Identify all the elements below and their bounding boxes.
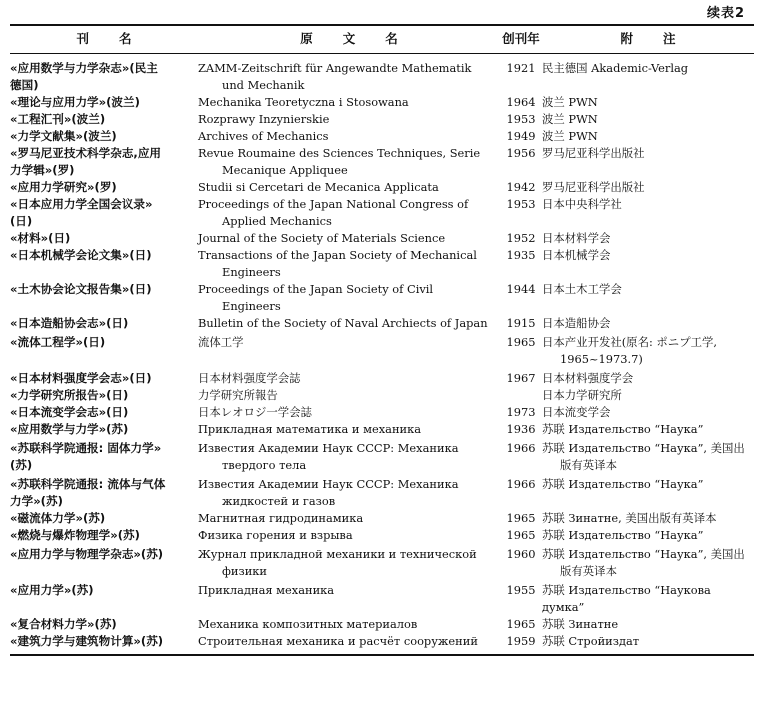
notes-cell (542, 111, 754, 128)
notes-cell-line: 波兰 PWN (542, 95, 598, 109)
original-name-cell-line: твердого тела (222, 458, 307, 472)
original-name-cell (198, 247, 500, 281)
journal-table (10, 24, 754, 656)
notes-cell (542, 421, 754, 438)
original-name-cell-line: Прикладная механика (198, 583, 335, 597)
original-name-cell-line: Journal of the Society of Materials Science (198, 231, 446, 245)
original-name-cell (198, 332, 500, 368)
journal-name-cell (10, 111, 198, 128)
original-name-cell (198, 544, 500, 580)
table-row (10, 544, 754, 580)
founded-year-cell: 1952 (506, 231, 536, 245)
notes-cell (542, 230, 754, 247)
notes-cell (542, 544, 754, 580)
journal-name-cell (10, 368, 198, 387)
notes-cell (542, 387, 754, 404)
original-name-cell (198, 616, 500, 633)
journal-name-cell-line: «土木协会论文报告集»(日) (10, 282, 152, 296)
original-name-cell (198, 196, 500, 230)
founded-year-cell: 1935 (506, 248, 536, 262)
continued-table-label: 续表2 (706, 6, 745, 21)
journal-name-cell-line: (日) (10, 214, 33, 228)
notes-cell-line: 日本流变学会 (542, 405, 611, 419)
notes-cell-line: 1965~1973.7) (560, 352, 643, 366)
journal-name-cell-line: 力学辑»(罗) (10, 163, 75, 177)
original-name-cell (198, 438, 500, 474)
journal-name-cell-line: «建筑力学与建筑物计算»(苏) (10, 634, 164, 648)
notes-cell (542, 332, 754, 368)
table-row (10, 145, 754, 179)
notes-cell-line: 苏联 Издательство “Наука” (542, 422, 704, 436)
table-row (10, 128, 754, 145)
header-founded-year: 创刊年 (500, 25, 542, 54)
original-name-cell-line: Журнал прикладной механики и технической (198, 547, 477, 561)
original-name-cell-line: Известия Академии Наук СССР: Механика (198, 477, 459, 491)
table-row (10, 111, 754, 128)
original-name-cell-line: Applied Mechanics (222, 214, 332, 228)
founded-year-cell: 1967 (506, 371, 536, 385)
journal-name-cell-line: «日本流变学会志»(日) (10, 405, 129, 419)
journal-name-cell-line: «应用力学研究»(罗) (10, 180, 117, 194)
founded-year-cell: 1965 (506, 528, 536, 542)
notes-cell-line: 波兰 PWN (542, 112, 598, 126)
journal-name-cell (10, 128, 198, 145)
original-name-cell-line: Engineers (222, 299, 281, 313)
table-row (10, 315, 754, 332)
journal-name-cell (10, 633, 198, 655)
founded-year-cell: 1959 (500, 633, 542, 655)
original-name-cell (198, 179, 500, 196)
founded-year-cell: 1921 (506, 61, 536, 75)
journal-name-cell-line: «日本机械学会论文集»(日) (10, 248, 152, 262)
notes-cell (542, 404, 754, 421)
founded-year-cell: 1964 (506, 95, 536, 109)
notes-cell (542, 580, 754, 616)
notes-cell-line: 罗马尼亚科学出版社 (542, 180, 645, 194)
notes-cell-line: 日本机械学会 (542, 248, 611, 262)
original-name-cell (198, 421, 500, 438)
journal-name-cell (10, 230, 198, 247)
notes-cell-line: 日本力学研究所 (542, 388, 622, 402)
original-name-cell-line: Revue Roumaine des Sciences Techniques, Serie (198, 146, 481, 160)
journal-name-cell-line: «应用力学与物理学杂志»(苏) (10, 547, 164, 561)
journal-name-cell (10, 404, 198, 421)
notes-cell-line: 日本土木工学会 (542, 282, 622, 296)
original-name-cell-line: Archives of Mechanics (198, 129, 329, 143)
original-name-cell-line: 日本レオロジ一学会誌 (198, 405, 312, 419)
notes-cell-line: 波兰 PWN (542, 129, 598, 143)
journal-name-cell (10, 544, 198, 580)
table-row (10, 94, 754, 111)
original-name-cell-line: Rozprawy Inzynierskie (198, 112, 330, 126)
notes-cell-line: 民主德国 Akademic-Verlag (542, 61, 689, 75)
notes-cell (542, 281, 754, 315)
original-name-cell-line: ZAMM-Zeitschrift für Angewandte Mathematik (198, 61, 472, 75)
table-row (10, 387, 754, 404)
original-name-cell (198, 527, 500, 544)
original-name-cell-line: Transactions of the Japan Society of Mechanical (198, 248, 477, 262)
original-name-cell-line: Proceedings of the Japan National Congress of (198, 197, 469, 211)
journal-name-cell-line: «罗马尼亚技术科学杂志,应用 (10, 146, 162, 160)
notes-cell-line: 苏联 Зинатне (542, 617, 619, 631)
journal-name-cell (10, 247, 198, 281)
notes-cell (542, 616, 754, 633)
table-row (10, 247, 754, 281)
original-name-cell (198, 54, 500, 95)
notes-cell-line: 日本中央科学社 (542, 197, 622, 211)
founded-year-cell: 1966 (506, 477, 536, 491)
journal-name-cell-line: «日本材料强度学会志»(日) (10, 371, 152, 385)
notes-cell-line: 苏联 Издательство “Наука” (542, 477, 704, 491)
journal-name-cell (10, 387, 198, 404)
journal-name-cell-line: «理论与应用力学»(波兰) (10, 95, 140, 109)
original-name-cell-line: 流体工学 (198, 335, 244, 349)
original-name-cell (198, 580, 500, 616)
founded-year-cell: 1973 (506, 405, 536, 419)
original-name-cell-line: Механика композитных материалов (198, 617, 418, 631)
original-name-cell-line: Mechanika Teoretyczna i Stosowana (198, 95, 409, 109)
journal-name-cell-line: (苏) (10, 458, 33, 472)
original-name-cell (198, 230, 500, 247)
journal-name-cell-line: «应用力学»(苏) (10, 583, 94, 597)
founded-year-cell: 1965 (506, 335, 536, 349)
notes-cell (542, 474, 754, 510)
notes-cell-line: 版有英译本 (560, 564, 617, 578)
journal-name-cell-line: «日本应用力学全国会议录» (10, 197, 153, 211)
original-name-cell (198, 510, 500, 527)
original-name-cell-line: жидкостей и газов (222, 494, 336, 508)
founded-year-cell: 1965 (506, 511, 536, 525)
notes-cell-line: 苏联 Издательство “Наукова думка” (542, 583, 711, 614)
notes-cell-line: 日本造船协会 (542, 316, 611, 330)
notes-cell (542, 54, 754, 95)
original-name-cell (198, 111, 500, 128)
notes-cell (542, 145, 754, 179)
notes-cell (542, 196, 754, 230)
notes-cell-line: 日本产业开发社(原名: ポニプ工学, (542, 335, 717, 349)
original-name-cell-line: 日本材料强度学会誌 (198, 371, 301, 385)
notes-cell (542, 315, 754, 332)
notes-cell (542, 527, 754, 544)
notes-cell-line: 苏联 Издательство “Наука” (542, 528, 704, 542)
founded-year-cell: 1942 (506, 180, 536, 194)
original-name-cell (198, 281, 500, 315)
table-row (10, 580, 754, 616)
journal-name-cell (10, 580, 198, 616)
journal-name-cell (10, 510, 198, 527)
journal-name-cell-line: «磁流体力学»(苏) (10, 511, 106, 525)
journal-name-cell-line: 力学»(苏) (10, 494, 63, 508)
journal-name-cell (10, 54, 198, 95)
table-row (10, 281, 754, 315)
original-name-cell (198, 128, 500, 145)
original-name-cell (198, 633, 500, 655)
notes-cell (542, 179, 754, 196)
original-name-cell-line: Физика горения и взрыва (198, 528, 353, 542)
journal-name-cell (10, 438, 198, 474)
journal-name-cell-line: «工程汇刊»(波兰) (10, 112, 106, 126)
notes-cell (542, 438, 754, 474)
original-name-cell (198, 94, 500, 111)
journal-name-cell-line: «燃烧与爆炸物理学»(苏) (10, 528, 140, 542)
table-row (10, 421, 754, 438)
founded-year-cell (500, 387, 542, 404)
journal-name-cell (10, 281, 198, 315)
founded-year-cell: 1915 (506, 316, 536, 330)
journal-name-cell (10, 421, 198, 438)
header-original-name: 原文名 (198, 25, 500, 54)
journal-name-cell-line: «力学研究所报告»(日) (10, 388, 129, 402)
notes-cell (542, 247, 754, 281)
journal-name-cell (10, 179, 198, 196)
journal-name-cell (10, 332, 198, 368)
founded-year-cell: 1966 (506, 441, 536, 455)
table-row (10, 179, 754, 196)
journal-name-cell (10, 616, 198, 633)
journal-name-cell-line: «流体工程学»(日) (10, 335, 106, 349)
original-name-cell (198, 387, 500, 404)
founded-year-cell: 1956 (506, 146, 536, 160)
journal-name-cell-line: «日本造船协会志»(日) (10, 316, 129, 330)
original-name-cell-line: Bulletin of the Society of Naval Archiects of Japan (198, 316, 488, 330)
original-name-cell-line: und Mechanik (222, 78, 305, 92)
notes-cell (542, 510, 754, 527)
notes-cell-line: 版有英译本 (560, 458, 617, 472)
table-row (10, 616, 754, 633)
journal-name-cell-line: «苏联科学院通报: 固体力学» (10, 441, 162, 455)
original-name-cell-line: Прикладная математика и механика (198, 422, 422, 436)
notes-cell-line: 苏联 Издательство “Наука”, 美国出 (542, 441, 745, 455)
table-row (10, 404, 754, 421)
founded-year-cell: 1955 (506, 583, 536, 597)
journal-name-cell-line: 德国) (10, 78, 39, 92)
journal-name-cell (10, 315, 198, 332)
notes-cell (542, 368, 754, 387)
founded-year-cell: 1936 (506, 422, 536, 436)
original-name-cell-line: Proceedings of the Japan Society of Civil (198, 282, 434, 296)
notes-cell (542, 128, 754, 145)
table-row (10, 196, 754, 230)
table-row (10, 474, 754, 510)
notes-cell-line: 苏联 Издательство “Наука”, 美国出 (542, 547, 745, 561)
original-name-cell (198, 368, 500, 387)
notes-cell-line: 苏联 Зинатне, 美国出版有英译本 (542, 511, 717, 525)
journal-name-cell-line: «应用数学与力学杂志»(民主 (10, 61, 158, 75)
journal-name-cell-line: «复合材料力学»(苏) (10, 617, 117, 631)
notes-cell-line: 日本材料学会 (542, 231, 611, 245)
table-row (10, 368, 754, 387)
original-name-cell (198, 404, 500, 421)
notes-cell (542, 94, 754, 111)
table-row (10, 230, 754, 247)
notes-cell-line: 罗马尼亚科学出版社 (542, 146, 645, 160)
founded-year-cell: 1953 (506, 197, 536, 211)
original-name-cell-line: 力学研究所報告 (198, 388, 278, 402)
original-name-cell (198, 145, 500, 179)
header-notes: 附注 (542, 25, 754, 54)
journal-name-cell (10, 196, 198, 230)
table-row (10, 527, 754, 544)
original-name-cell-line: Строительная механика и расчёт сооружений (198, 634, 478, 648)
founded-year-cell: 1953 (506, 112, 536, 126)
journal-name-cell-line: «应用数学与力学»(苏) (10, 422, 129, 436)
original-name-cell-line: Mecanique Appliquee (222, 163, 348, 177)
notes-cell-line: 日本材料强度学会 (542, 371, 634, 385)
original-name-cell-line: Engineers (222, 265, 281, 279)
founded-year-cell: 1965 (506, 617, 536, 631)
journal-name-cell-line: «苏联科学院通报: 流体与气体 (10, 477, 166, 491)
journal-name-cell (10, 145, 198, 179)
founded-year-cell: 1960 (506, 547, 536, 561)
original-name-cell (198, 474, 500, 510)
original-name-cell (198, 315, 500, 332)
journal-name-cell (10, 94, 198, 111)
journal-name-cell (10, 474, 198, 510)
original-name-cell-line: Известия Академии Наук СССР: Механика (198, 441, 459, 455)
table-row (10, 54, 754, 95)
original-name-cell-line: Магнитная гидродинамика (198, 511, 364, 525)
original-name-cell-line: физики (222, 564, 268, 578)
founded-year-cell: 1944 (506, 282, 536, 296)
table-header-row (10, 25, 754, 54)
table-row (10, 332, 754, 368)
notes-cell (542, 633, 754, 655)
journal-name-cell-line: «力学文献集»(波兰) (10, 129, 117, 143)
founded-year-cell: 1949 (506, 129, 536, 143)
table-row (10, 438, 754, 474)
original-name-cell-line: Studii si Cercetari de Mecanica Applicata (198, 180, 439, 194)
notes-cell-line: 苏联 Стройиздат (542, 634, 640, 648)
table-row (10, 633, 754, 655)
table-row (10, 510, 754, 527)
journal-name-cell (10, 527, 198, 544)
journal-name-cell-line: «材料»(日) (10, 231, 71, 245)
header-journal-name: 刊名 (10, 25, 198, 54)
table-body (10, 54, 754, 656)
